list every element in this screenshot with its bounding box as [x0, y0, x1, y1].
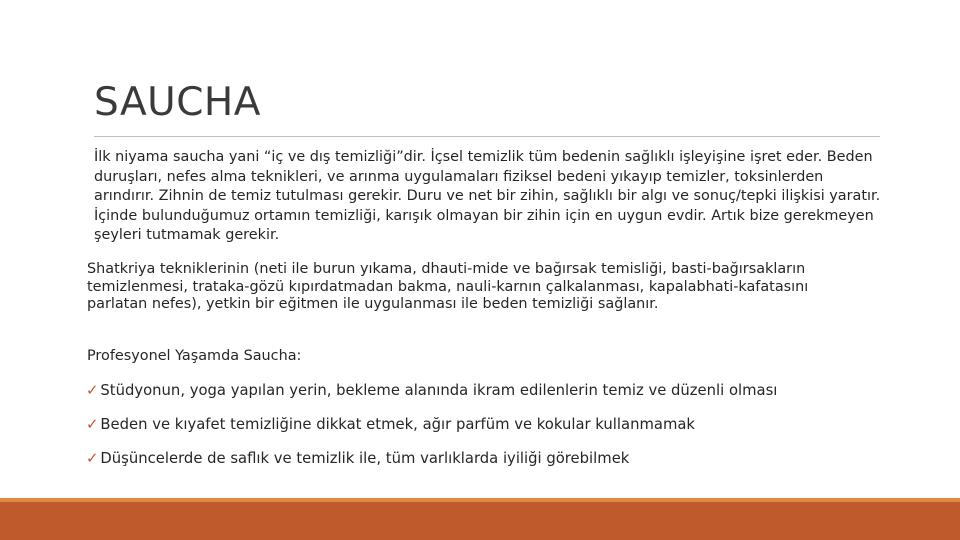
checklist-item: [86, 415, 695, 435]
footer-accent-line: [0, 498, 960, 502]
checklist-item-text: Stüdyonun, yoga yapılan yerin, bekleme alanında ikram edilenlerin temiz ve düzenli olması: [100, 382, 778, 399]
shatkriya-paragraph: Shatkriya tekniklerinin (neti ile burun yıkama, dhauti-mide ve bağırsak temisliği, basti-bağırsakların temizlenmesi, trataka-gözü kıpırdatmadan bakma, nauli-karnın çalkalanması, kapalabhati-kafatasını parlatan nefes), yetkin bir eğitmen ile uygulanması ile beden temizliği sağlanır.: [87, 261, 809, 312]
title-divider: [94, 136, 880, 137]
professional-heading: Profesyonel Yaşamda Saucha:: [87, 348, 302, 364]
checkmark-icon: ✓: [86, 382, 99, 399]
checklist-item: [86, 381, 777, 401]
checklist-item-text: Düşüncelerde de saflık ve temizlik ile, tüm varlıklarda iyiliği görebilmek: [100, 450, 630, 467]
slide-title: SAUCHA: [94, 80, 261, 125]
checkmark-icon: ✓: [86, 416, 99, 433]
checkmark-icon: ✓: [86, 450, 99, 467]
footer-accent-bar: [0, 498, 960, 540]
checklist-item-text: Beden ve kıyafet temizliğine dikkat etmek, ağır parfüm ve kokular kullanmamak: [100, 416, 695, 433]
checklist-item: [86, 449, 629, 469]
intro-paragraph: İlk niyama saucha yani “iç ve dış temizliği”dir. İçsel temizlik tüm bedenin sağlıklı işleyişine işret eder. Beden duruşları, nefes alma teknikleri, ve arınma uygulamaları fiziksel bedeni yıkayıp temizler, toksinlerden arındırır. Zihnin de temiz tutulması gerekir. Duru ve net bir zihin, sağlıklı bir algı ve sonuç/tepki ilişkisi yaratır. İçinde bulunduğumuz ortamın temizliği, karışık olmayan bir zihin için en uygun evdir. Artık bize gerekmeyen şeyleri tutmamak gerekir.: [94, 149, 881, 243]
